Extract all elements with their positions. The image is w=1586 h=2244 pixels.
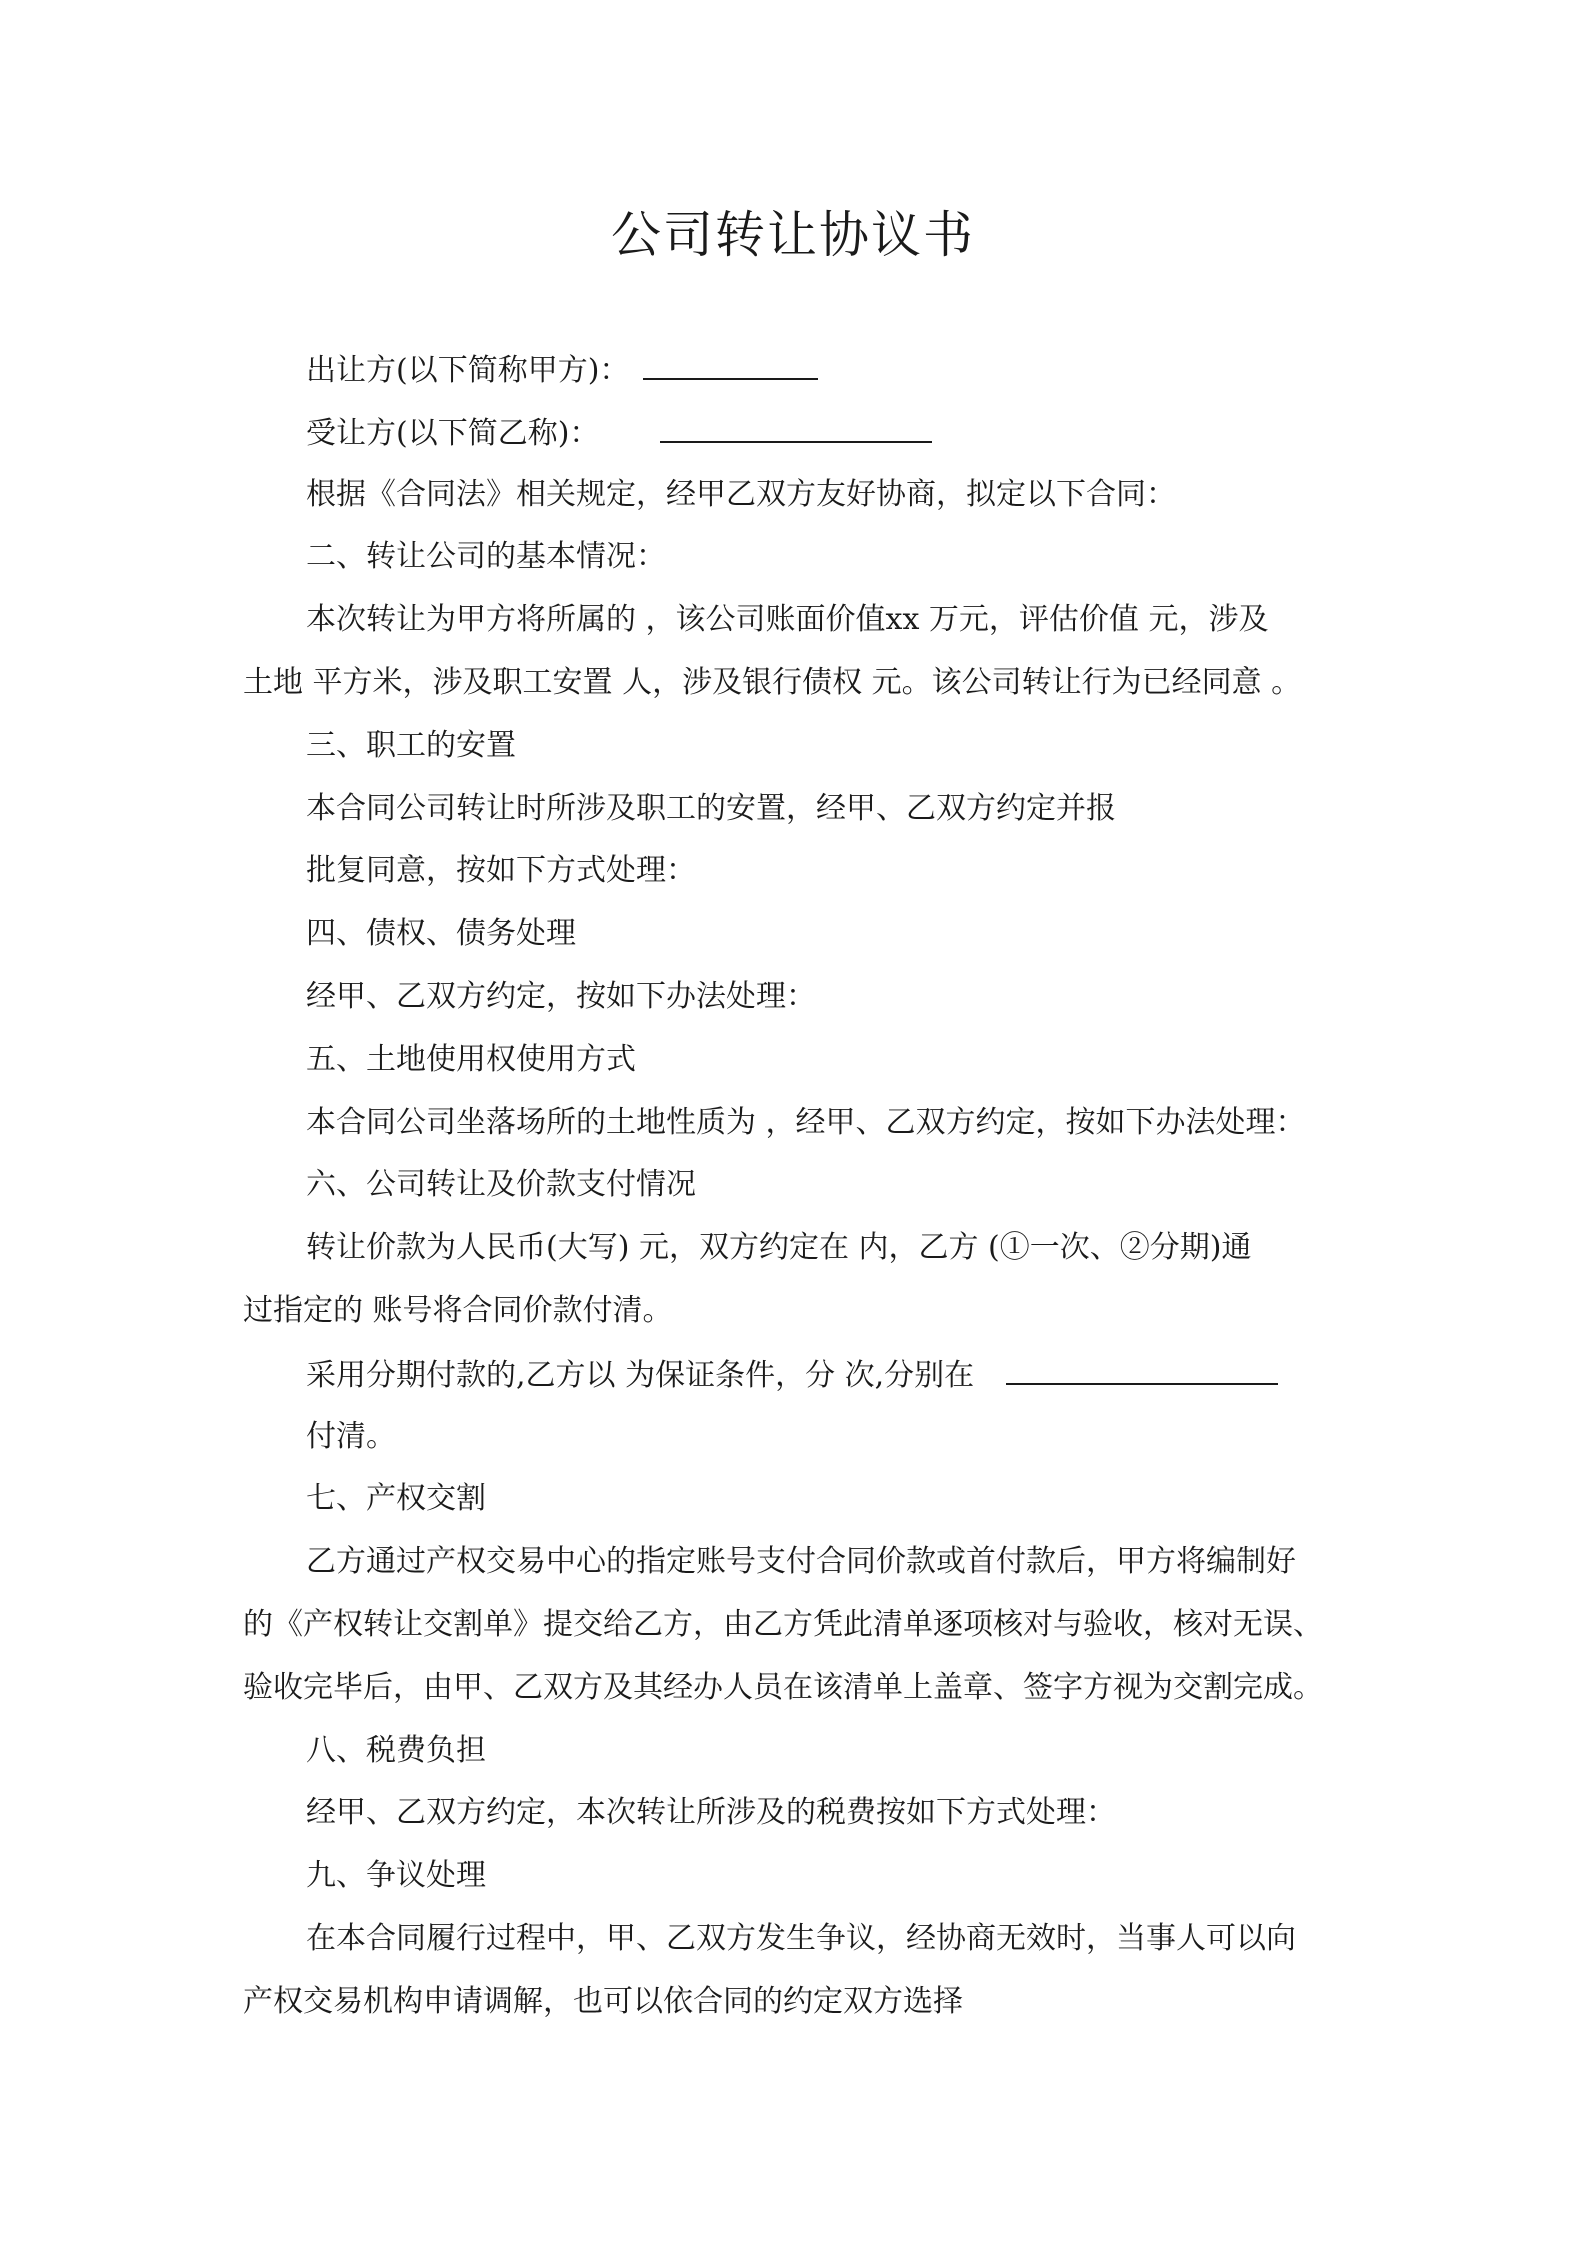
line-text: 转让价款为人民币(大写) 元，双方约定在 内，乙方 (①一次、②分期)通 [306, 1230, 1252, 1266]
line-text: 经甲、乙双方约定，本次转让所涉及的税费按如下方式处理： [306, 1795, 1116, 1831]
text-line-8 [243, 840, 1363, 903]
section-heading: 四、债权、债务处理 [306, 916, 576, 952]
fill-in-blank [643, 338, 818, 380]
line-text: 批复同意，按如下方式处理： [306, 853, 696, 889]
text-line-4 [243, 589, 1363, 652]
text-line-25 [243, 1908, 1363, 1971]
text-line-21 [243, 1657, 1363, 1720]
line-text: 受让方(以下简乙称)： [306, 415, 600, 451]
fill-in-blank [1006, 1343, 1278, 1385]
text-line-11 [243, 1029, 1363, 1092]
text-line-15 [243, 1280, 1363, 1343]
document-title: 公司转让协议书 [611, 206, 975, 264]
line-text: 采用分期付款的,乙方以 为保证条件，分 次,分别在 [306, 1357, 975, 1393]
line-text: 本合同公司坐落场所的土地性质为 ，经甲、乙双方约定，按如下办法处理： [306, 1104, 1306, 1140]
text-line-26 [243, 1971, 1363, 2034]
text-line-10 [243, 966, 1363, 1029]
text-line-3 [243, 526, 1363, 589]
line-text: 验收完毕后，由甲、乙双方及其经办人员在该清单上盖章、签字方视为交割完成。 [243, 1669, 1323, 1705]
text-line-17 [243, 1406, 1363, 1469]
text-line-20 [243, 1594, 1363, 1657]
text-line-18 [243, 1468, 1363, 1531]
text-line-9 [243, 903, 1363, 966]
line-text: 乙方通过产权交易中心的指定账号支付合同价款或首付款后，甲方将编制好 [306, 1544, 1296, 1580]
section-heading: 八、税费负担 [306, 1732, 486, 1768]
text-line-23 [243, 1782, 1363, 1845]
line-text: 在本合同履行过程中，甲、乙双方发生争议，经协商无效时，当事人可以向 [306, 1920, 1296, 1956]
text-line-2 [243, 464, 1363, 527]
text-line-14 [243, 1217, 1363, 1280]
text-line-0 [243, 338, 1363, 401]
line-text: 经甲、乙双方约定，按如下办法处理： [306, 978, 816, 1014]
text-line-13 [243, 1154, 1363, 1217]
line-text: 本次转让为甲方将所属的 ，该公司账面价值xx 万元，评估价值 元，涉及 [306, 602, 1269, 638]
document-body [243, 338, 1363, 2034]
section-heading: 五、土地使用权使用方式 [306, 1041, 636, 1077]
line-text: 本合同公司转让时所涉及职工的安置，经甲、乙双方约定并报 [306, 790, 1116, 826]
text-line-6 [243, 715, 1363, 778]
line-text: 土地 平方米，涉及职工安置 人，涉及银行债权 元。该公司转让行为已经同意 。 [243, 664, 1302, 700]
section-heading: 二、转让公司的基本情况： [306, 539, 666, 575]
text-line-1 [243, 401, 1363, 464]
text-line-22 [243, 1720, 1363, 1783]
fill-in-blank [660, 401, 932, 443]
line-text: 产权交易机构申请调解，也可以依合同的约定双方选择 [243, 1983, 963, 2019]
text-line-24 [243, 1845, 1363, 1908]
line-text: 付清。 [306, 1418, 396, 1454]
text-line-5 [243, 652, 1363, 715]
text-line-16 [243, 1343, 1363, 1406]
text-line-19 [243, 1531, 1363, 1594]
line-text: 出让方(以下简称甲方)： [306, 353, 630, 388]
text-line-12 [243, 1092, 1363, 1155]
text-line-7 [243, 778, 1363, 841]
line-text: 过指定的 账号将合同价款付清。 [243, 1292, 673, 1328]
section-heading: 三、职工的安置 [306, 727, 516, 763]
section-heading: 九、争议处理 [306, 1858, 486, 1894]
section-heading: 六、公司转让及价款支付情况 [306, 1167, 696, 1203]
line-text: 根据《合同法》相关规定，经甲乙双方友好协商，拟定以下合同： [306, 476, 1176, 512]
line-text: 的《产权转让交割单》提交给乙方，由乙方凭此清单逐项核对与验收，核对无误、 [243, 1606, 1323, 1642]
section-heading: 七、产权交割 [306, 1481, 486, 1517]
